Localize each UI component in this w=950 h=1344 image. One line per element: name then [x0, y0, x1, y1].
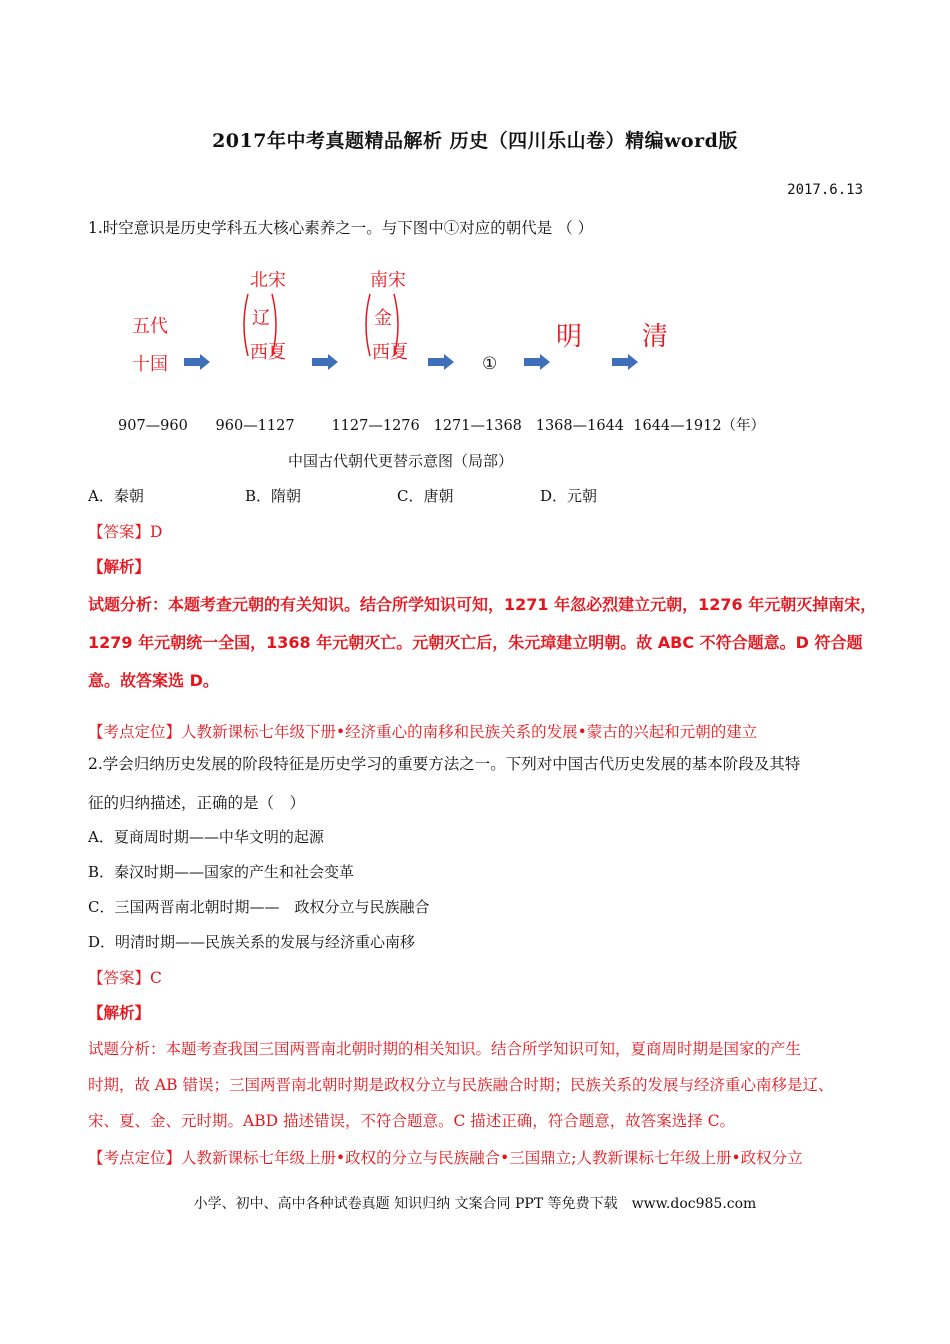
q1-option-a: A．秦朝 — [88, 487, 144, 505]
q2-analysis-line: 宋、夏、金、元时期。ABD 描述错误，不符合题意。C 描述正确，符合题意，故答案选择 C。 — [88, 1112, 736, 1130]
node-liao: 辽 — [252, 308, 270, 329]
q1-analysis-label: 【解析】 — [88, 557, 151, 576]
q2-stem-line: 征的归纳描述，正确的是（ ） — [88, 794, 306, 812]
answer-value: C — [150, 969, 162, 987]
kaodian-label: 【考点定位】 — [88, 723, 182, 741]
answer-label: 【答案】 — [88, 523, 151, 541]
q2-option-c: C．三国两晋南北朝时期—— 政权分立与民族融合 — [88, 898, 430, 916]
q1-answer — [88, 520, 162, 542]
node-circled-one: ① — [482, 354, 498, 374]
node-beisong: 北宋 — [250, 270, 286, 291]
arrow-right-icon — [312, 354, 338, 370]
node-xixia-2: 西夏 — [372, 342, 408, 363]
arrow-right-icon — [428, 354, 454, 370]
kaodian-label: 【考点定位】 — [88, 1149, 182, 1167]
arrow-right-icon — [184, 354, 210, 370]
page-title: 2017年中考真题精品解析 历史（四川乐山卷）精编word版 — [212, 130, 738, 152]
page-footer: 小学、初中、高中各种试卷真题 知识归纳 文案合同 PPT 等免费下载 www.doc985.com — [193, 1196, 757, 1212]
q1-option-b: B．隋朝 — [245, 487, 302, 505]
q1-analysis-line: 1279 年元朝统一全国，1368 年元朝灭亡。元朝灭亡后，朱元璋建立明朝。故 ABC 不符合题意。D 符合题 — [88, 633, 863, 652]
kaodian-text: 人教新课标七年级下册•经济重心的南移和民族关系的发展•蒙古的兴起和元朝的建立 — [181, 723, 758, 741]
q2-kaodian — [88, 1146, 803, 1168]
node-xixia-1: 西夏 — [250, 342, 286, 363]
q1-kaodian — [88, 720, 757, 742]
document-date: 2017.6.13 — [787, 182, 863, 198]
q1-analysis-line: 试题分析：本题考查元朝的有关知识。结合所学知识可知，1271 年忽必烈建立元朝，1276 年元朝灭掉南宋， — [88, 595, 877, 614]
q1-stem: 1.时空意识是历史学科五大核心素养之一。与下图中①对应的朝代是 （ ） — [88, 219, 594, 237]
node-jin: 金 — [374, 308, 392, 329]
q1-option-d: D．元朝 — [540, 487, 598, 505]
answer-label: 【答案】 — [88, 969, 151, 987]
node-shiguo: 十国 — [132, 354, 168, 375]
node-nansong: 南宋 — [370, 270, 406, 291]
q1-analysis-line: 意。故答案选 D。 — [88, 671, 219, 690]
q2-option-d: D．明清时期——民族关系的发展与经济重心南移 — [88, 933, 416, 951]
node-wudai: 五代 — [132, 316, 168, 337]
answer-value: D — [150, 523, 163, 541]
q2-analysis-line: 时期，故 AB 错误；三国两晋南北朝时期是政权分立与民族融合时期；民族关系的发展与经济重心南移是辽、 — [88, 1076, 834, 1094]
q2-option-a: A．夏商周时期——中华文明的起源 — [88, 828, 324, 846]
timeline-years: 907—960 960—1127 1127—1276 1271—1368 1368—1644 1644—1912（年） — [118, 418, 766, 434]
dynasty-timeline-diagram — [120, 258, 840, 433]
q2-answer — [88, 966, 162, 988]
q2-analysis-label: 【解析】 — [88, 1003, 151, 1022]
q2-analysis-line: 试题分析：本题考查我国三国两晋南北朝时期的相关知识。结合所学知识可知，夏商周时期是国家的产生 — [88, 1040, 802, 1058]
node-ming: 明 — [556, 322, 583, 352]
arrow-right-icon — [524, 354, 550, 370]
node-qing: 清 — [642, 322, 669, 352]
q2-option-b: B．秦汉时期——国家的产生和社会变革 — [88, 863, 355, 881]
kaodian-text: 人教新课标七年级上册•政权的分立与民族融合•三国鼎立;人教新课标七年级上册•政权分立 — [181, 1149, 803, 1167]
diagram-caption: 中国古代朝代更替示意图（局部） — [288, 452, 514, 470]
q1-option-c: C．唐朝 — [397, 487, 454, 505]
arrow-right-icon — [612, 354, 638, 370]
q2-stem-line: 2.学会归纳历史发展的阶段特征是历史学习的重要方法之一。下列对中国古代历史发展的基本阶段及其特 — [88, 755, 801, 773]
